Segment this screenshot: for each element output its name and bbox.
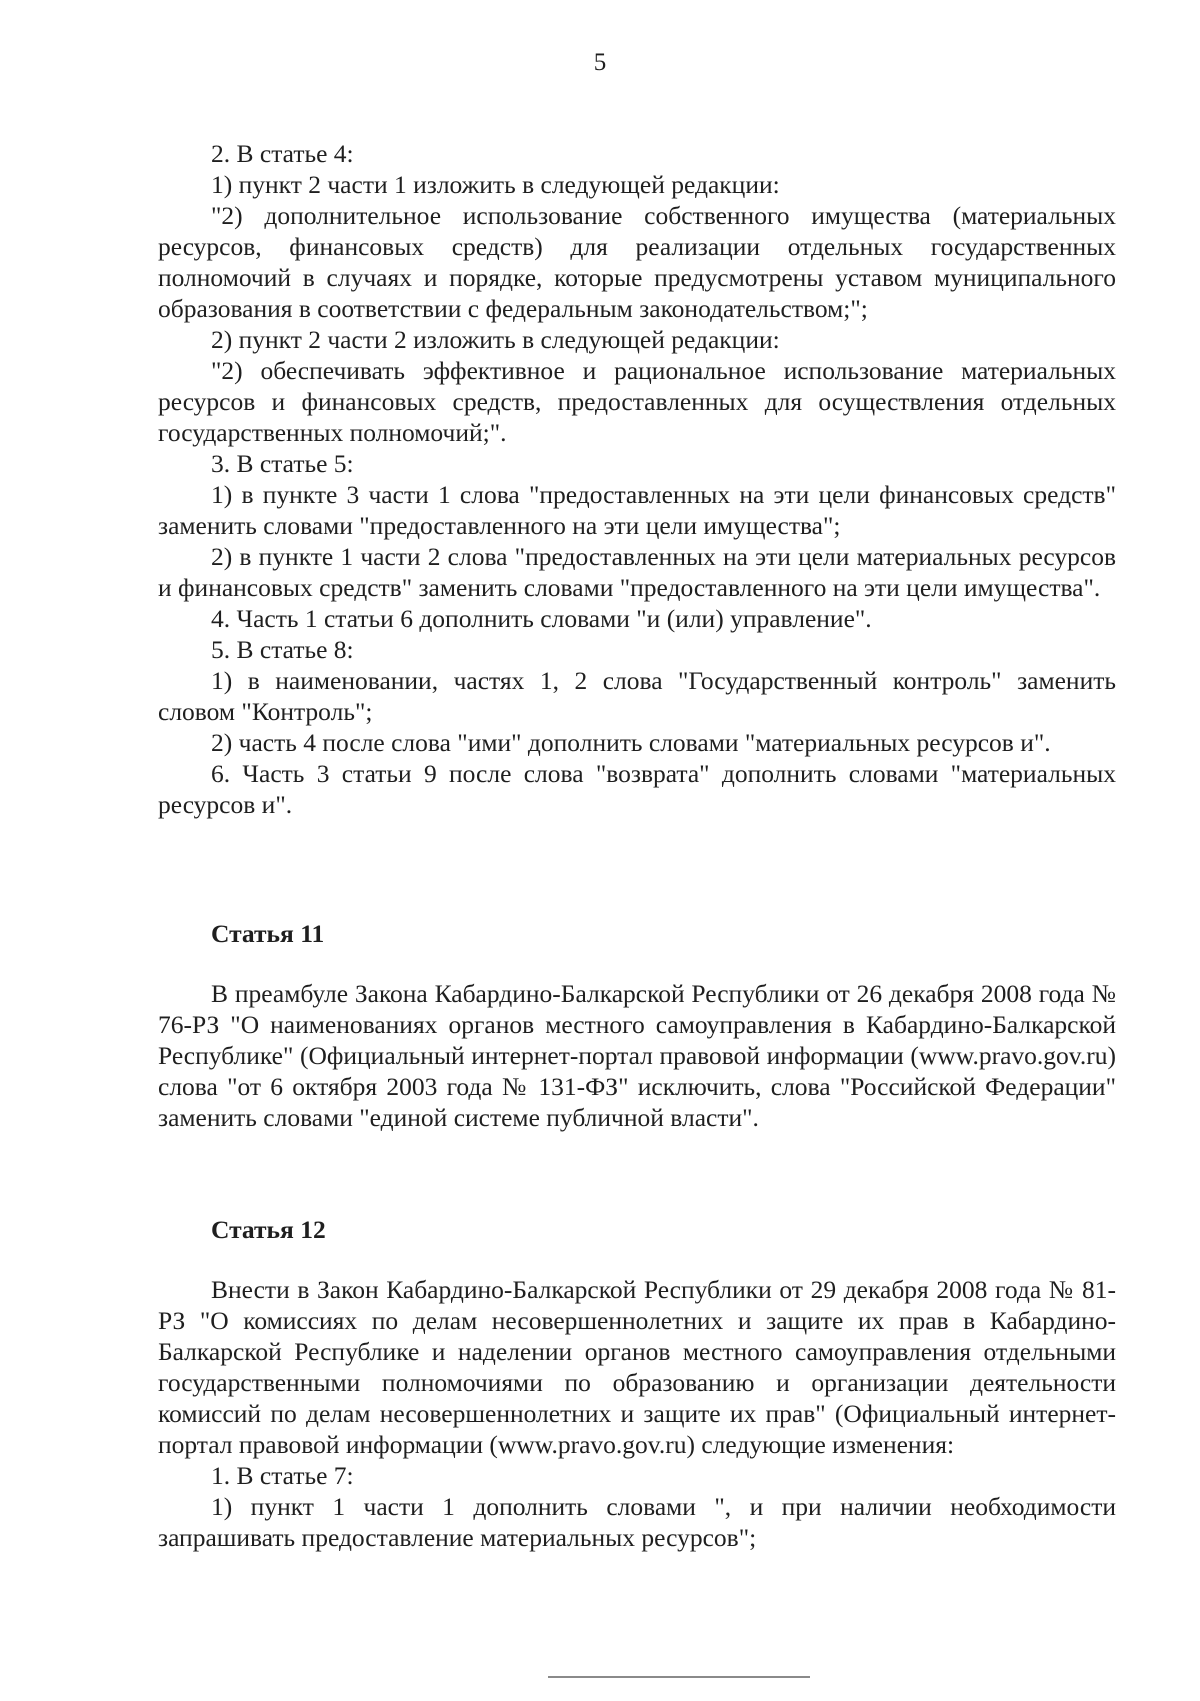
page-number: 5 [593,49,607,76]
article-11-body [158,978,1116,1133]
paragraph: 4. Часть 1 статьи 6 дополнить словами "и (или) управление". [211,604,872,633]
paragraph: 1) в наименовании, частях 1, 2 слова "Государственный контроль" заменить словом "Контроль"; [158,666,1116,726]
paragraph: 2) часть 4 после слова "ими" дополнить словами "материальных ресурсов и". [211,728,1051,757]
paragraph: 2) в пункте 1 части 2 слова "предоставленных на эти цели материальных ресурсов и финансовых средств" заменить словами "предоставленного на эти цели имущества". [158,542,1116,602]
paragraph: 1) в пункте 3 части 1 слова "предоставленных на эти цели финансовых средств" заменить словами "предоставленного на эти цели имущества"; [158,480,1116,540]
article-12-body [158,1274,1116,1553]
article-12-heading: Статья 12 [211,1215,326,1244]
paragraph: "2) обеспечивать эффективное и рациональное использование материальных ресурсов и финансовых средств, предоставленных для осуществления отдельных государственных полномочий;". [158,356,1116,447]
article-11-heading: Статья 11 [211,919,325,948]
paragraph: 1) пункт 1 части 1 дополнить словами ", и при наличии необходимости запрашивать предоставление материальных ресурсов"; [158,1492,1116,1552]
paragraph: 3. В статье 5: [211,449,354,478]
paragraph: В преамбуле Закона Кабардино-Балкарской Республики от 26 декабря 2008 года № 76-РЗ "О наименованиях органов местного самоуправления в Кабардино-Балкарской Республике" (Официальный интернет-портал правовой информации (www.pravo.gov.ru) слова "от 6 октября 2003 года № 131-ФЗ" исключить, слова "Российской Федерации" заменить словами "единой системе публичной власти". [158,979,1116,1132]
paragraph: 6. Часть 3 статьи 9 после слова "возврата" дополнить словами "материальных ресурсов и". [158,759,1116,819]
amendments-article-10 [158,138,1116,820]
paragraph: "2) дополнительное использование собственного имущества (материальных ресурсов, финансовых средств) для реализации отдельных государственных полномочий в случаях и порядке, которые предусмотрены уставом муниципального образования в соответствии с федеральным законодательством;"; [158,201,1116,323]
paragraph: 1) пункт 2 части 1 изложить в следующей редакции: [211,170,780,199]
paragraph: Внести в Закон Кабардино-Балкарской Республики от 29 декабря 2008 года № 81-РЗ "О комиссиях по делам несовершеннолетних и защите их прав в Кабардино-Балкарской Республике и наделении органов местного самоуправления отдельными государственными полномочиями по образованию и организации деятельности комиссий по делам несовершеннолетних и защите их прав" (Официальный интернет-портал правовой информации (www.pravo.gov.ru) следующие изменения: [158,1275,1116,1459]
paragraph: 5. В статье 8: [211,635,354,664]
paragraph: 1. В статье 7: [211,1461,354,1490]
paragraph: 2) пункт 2 части 2 изложить в следующей редакции: [211,325,780,354]
scan-artifact-line [548,1676,810,1678]
paragraph: 2. В статье 4: [211,139,354,168]
